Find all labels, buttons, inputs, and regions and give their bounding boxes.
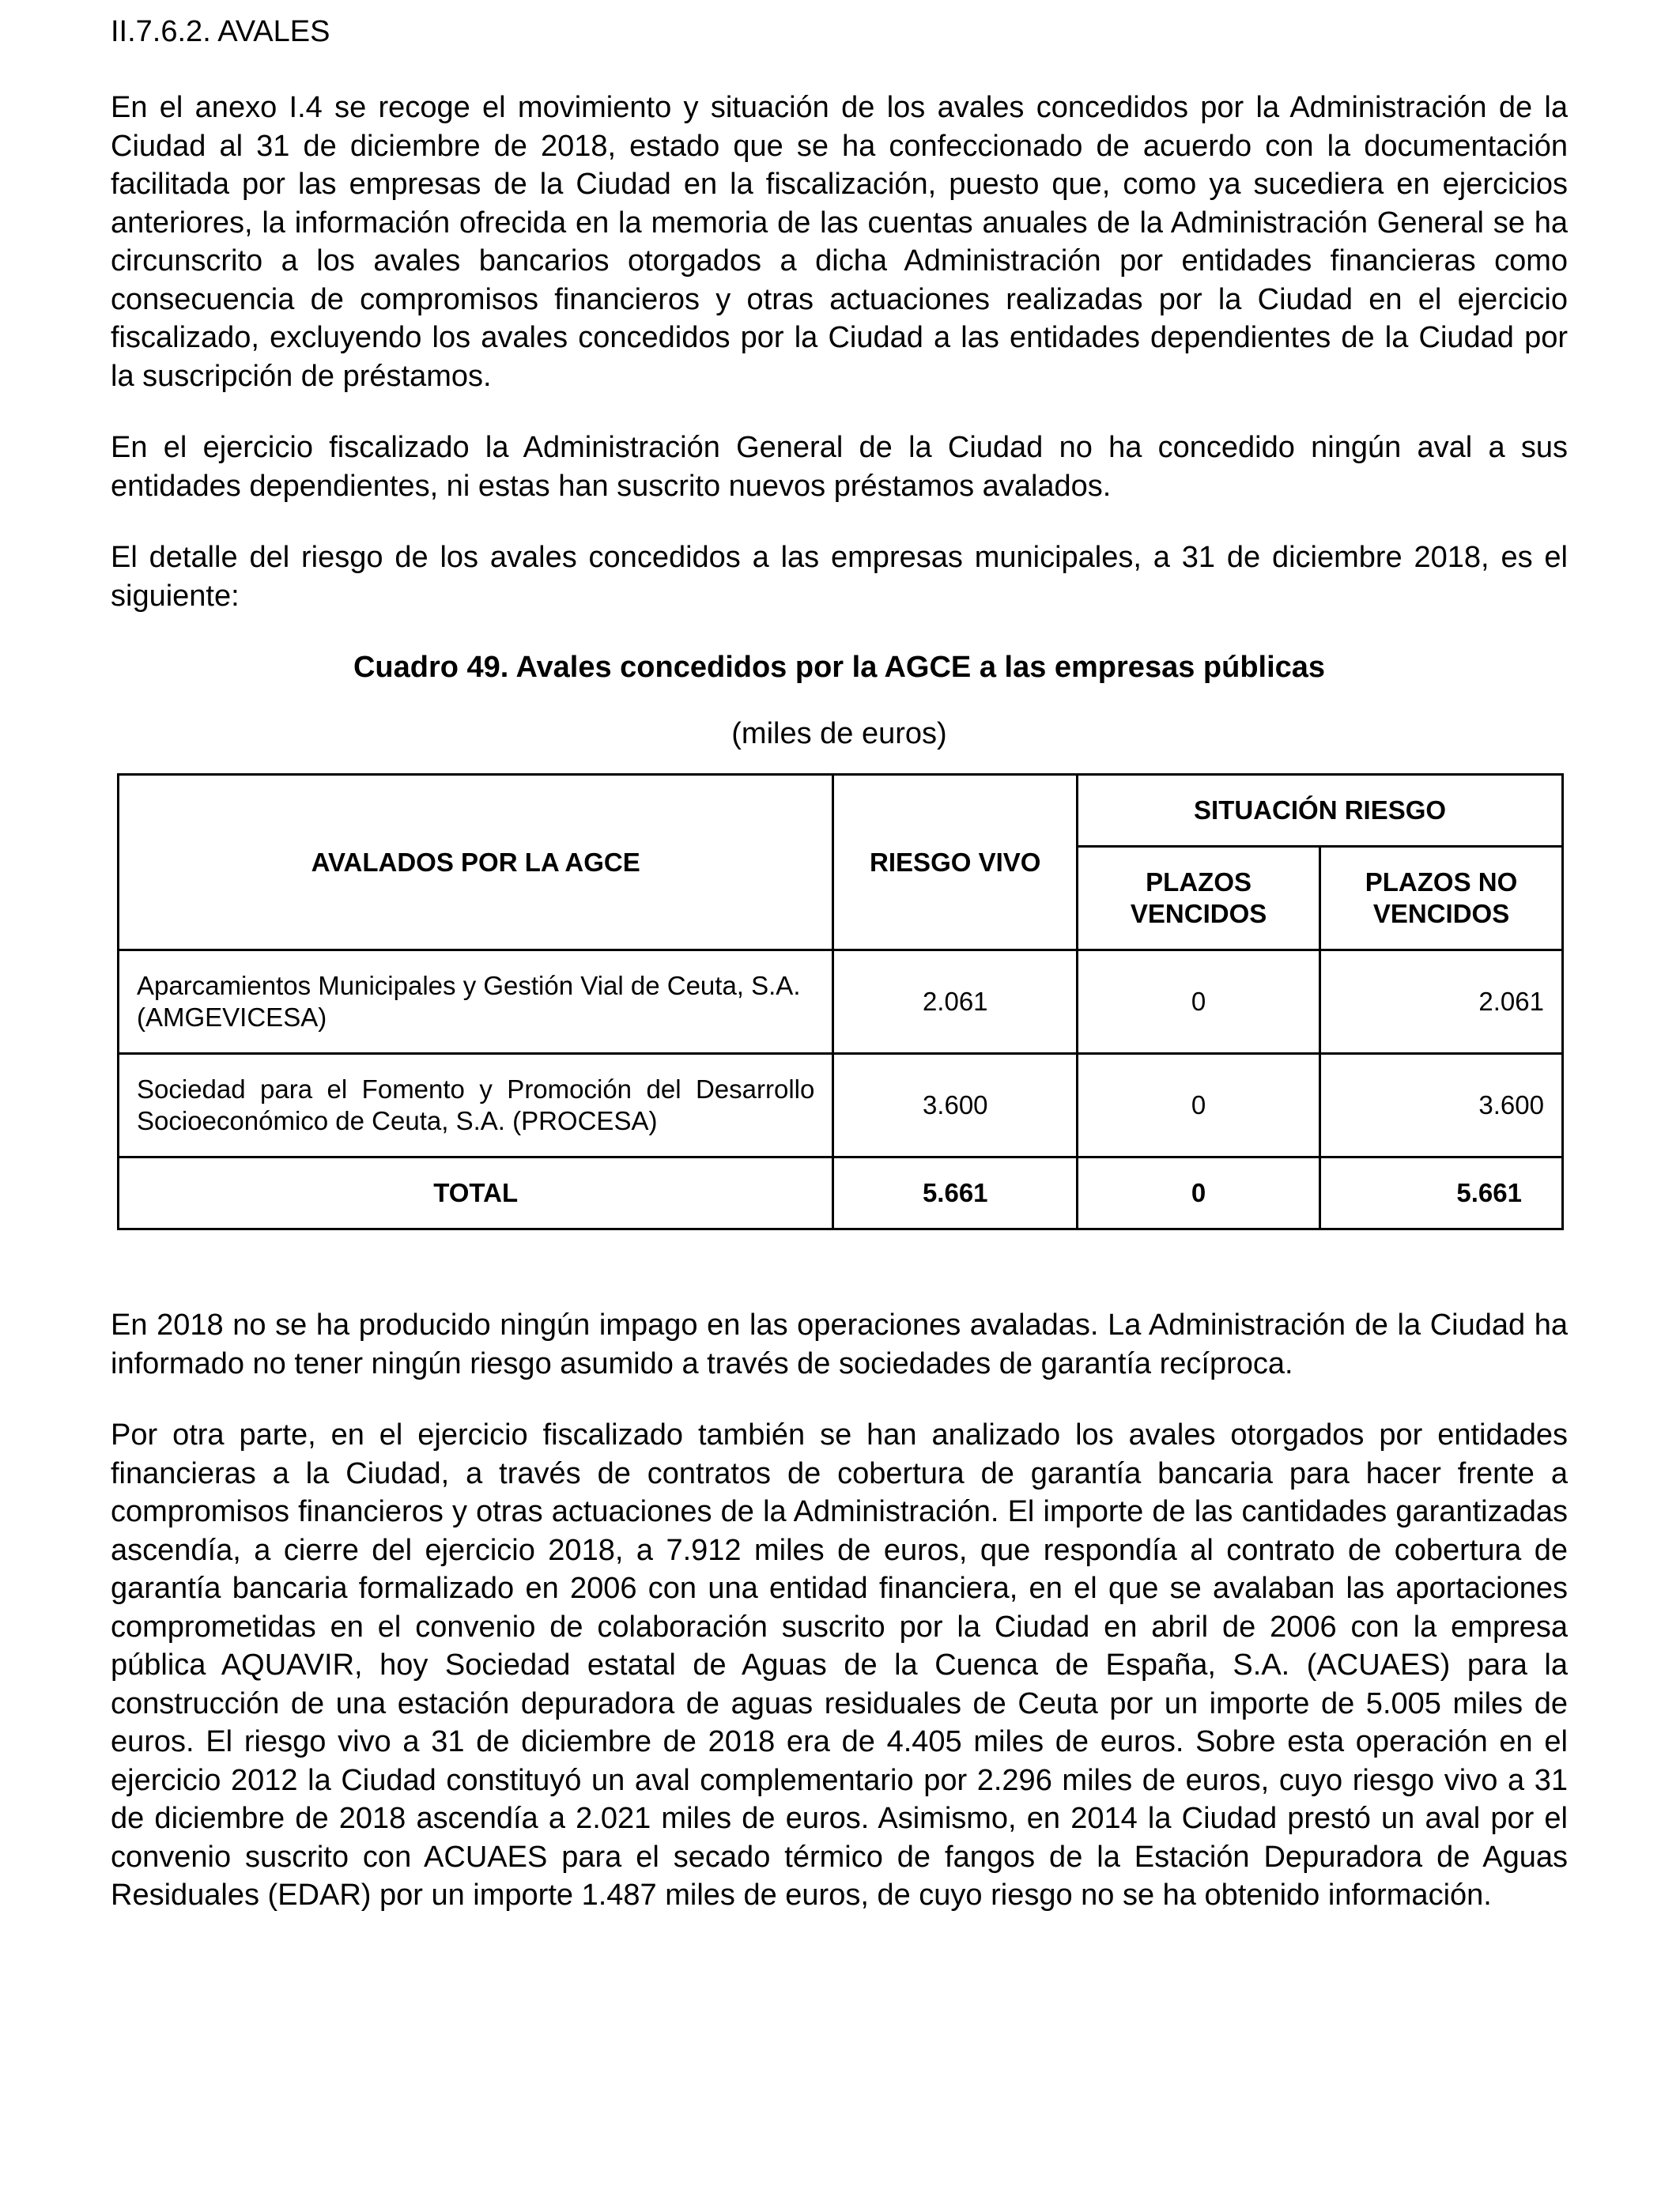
document-page — [111, 13, 1568, 1948]
table-units: (miles de euros) — [731, 717, 947, 750]
header-plazos-vencidos: PLAZOS VENCIDOS — [1078, 847, 1320, 950]
row-plazos-vencidos: 0 — [1078, 950, 1320, 1054]
paragraph-detalle: El detalle del riesgo de los avales concedidos a las empresas municipales, a 31 de diciembre 2018, es el siguiente: — [111, 541, 1568, 613]
paragraph-impago: En 2018 no se ha producido ningún impago en las operaciones avaladas. La Administración de la Ciudad ha informado no tener ningún riesgo asumido a través de sociedades de garantía recíproca. — [111, 1308, 1568, 1380]
header-riesgo-vivo: RIESGO VIVO — [833, 775, 1078, 950]
total-plazos-no-vencidos: 5.661 — [1320, 1157, 1563, 1229]
paragraph-no-aval: En el ejercicio fiscalizado la Administración General de la Ciudad no ha concedido ningún aval a sus entidades dependientes, ni estas han suscrito nuevos préstamos avalados. — [111, 431, 1568, 503]
table-row — [119, 950, 1563, 1054]
table-row — [119, 1054, 1563, 1157]
table-total-row — [119, 1157, 1563, 1229]
header-situacion-riesgo: SITUACIÓN RIESGO — [1078, 775, 1563, 847]
row-entity-name: Aparcamientos Municipales y Gestión Vial de Ceuta, S.A. (AMGEVICESA) — [119, 950, 833, 1054]
header-avalados: AVALADOS POR LA AGCE — [119, 775, 833, 950]
total-plazos-vencidos: 0 — [1078, 1157, 1320, 1229]
section-heading: II.7.6.2. AVALES — [111, 15, 330, 48]
row-riesgo-vivo: 2.061 — [833, 950, 1078, 1054]
paragraph-garantia-bancaria: Por otra parte, en el ejercicio fiscalizado también se han analizado los avales otorgados por entidades financieras a la Ciudad, a través de contratos de cobertura de garantía bancaria para hacer frente a compromisos financieros y otras actuaciones de la Administración. El importe de las cantidades garantizadas ascendía, a cierre del ejercicio 2018, a 7.912 miles de euros, que respondía al contrato de cobertura de garantía bancaria formalizado en 2006 con una entidad financiera, en el que se avalaban las aportaciones comprometidas en el convenio de colaboración suscrito por la Ciudad en abril de 2006 con la empresa pública AQUAVIR, hoy Sociedad estatal de Aguas de la Cuenca de España, S.A. (ACUAES) para la construcción de una estación depuradora de aguas residuales de Ceuta por un importe de 5.005 miles de euros. El riesgo vivo a 31 de diciembre de 2018 era de 4.405 miles de euros. Sobre esta operación en el ejercicio 2012 la Ciudad constituyó un aval complementario por 2.296 miles de euros, cuyo riesgo vivo a 31 de diciembre de 2018 ascendía a 2.021 miles de euros. Asimismo, en 2014 la Ciudad prestó un aval por el convenio suscrito con ACUAES para el secado térmico de fangos de la Estación Depuradora de Aguas Residuales (EDAR) por un importe 1.487 miles de euros, de cuyo riesgo no se ha obtenido información. — [111, 1418, 1568, 1912]
paragraph-anexo: En el anexo I.4 se recoge el movimiento y situación de los avales concedidos por la Administración de la Ciudad al 31 de diciembre de 2018, estado que se ha confeccionado de acuerdo con la documentación facilitada por las empresas de la Ciudad en la fiscalización, puesto que, como ya sucediera en ejercicios anteriores, la información ofrecida en la memoria de las cuentas anuales de la Administración General se ha circunscrito a los avales bancarios otorgados a dicha Administración por entidades financieras como consecuencia de compromisos financieros y otras actuaciones realizadas por la Ciudad en el ejercicio fiscalizado, excluyendo los avales concedidos por la Ciudad a las entidades dependientes de la Ciudad por la suscripción de préstamos. — [111, 91, 1568, 393]
row-riesgo-vivo: 3.600 — [833, 1054, 1078, 1157]
table-header-row — [119, 775, 1563, 847]
total-label: TOTAL — [119, 1157, 833, 1229]
header-plazos-no-vencidos: PLAZOS NO VENCIDOS — [1320, 847, 1563, 950]
row-entity-name: Sociedad para el Fomento y Promoción del Desarrollo Socioeconómico de Ceuta, S.A. (PROCESA) — [119, 1054, 833, 1157]
row-plazos-no-vencidos: 2.061 — [1320, 950, 1563, 1054]
row-plazos-vencidos: 0 — [1078, 1054, 1320, 1157]
avales-table — [117, 773, 1564, 1230]
row-plazos-no-vencidos: 3.600 — [1320, 1054, 1563, 1157]
table-title: Cuadro 49. Avales concedidos por la AGCE a las empresas públicas — [353, 651, 1326, 684]
total-riesgo-vivo: 5.661 — [833, 1157, 1078, 1229]
